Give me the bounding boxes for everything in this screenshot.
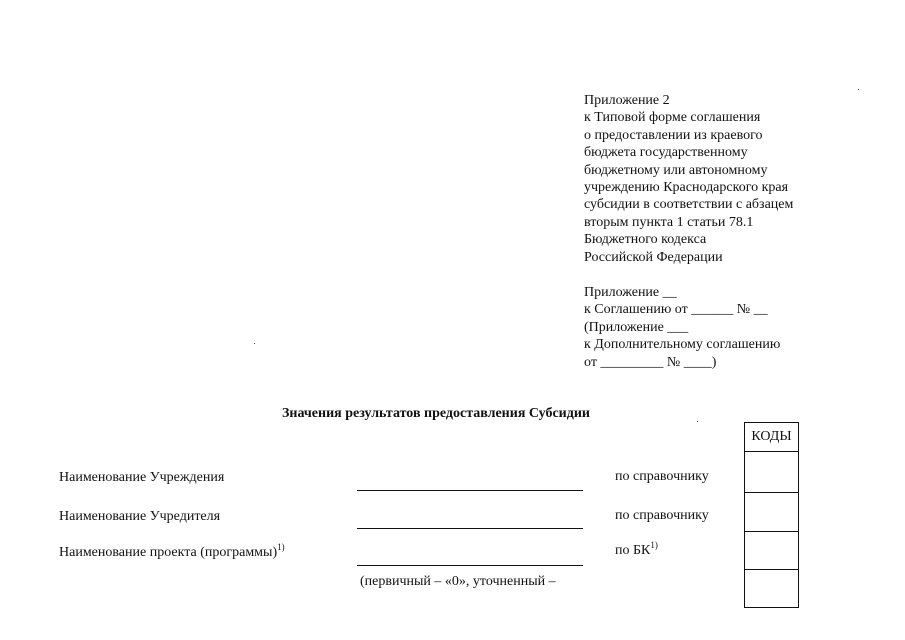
annex-line: Приложение 2 <box>584 93 670 108</box>
scan-speck <box>254 343 255 344</box>
agreement-line: Приложение __ <box>584 285 677 300</box>
scan-speck <box>858 89 859 90</box>
annex-header <box>584 92 793 266</box>
code-cell-founder[interactable] <box>745 493 798 532</box>
agreement-line: (Приложение ___ <box>584 319 689 335</box>
code-cell-type[interactable] <box>745 570 798 611</box>
annex-line: бюджетному или автономному <box>584 162 768 178</box>
founder-name-field[interactable] <box>357 528 583 529</box>
agreement-line: от _________ № ____) <box>584 354 717 370</box>
annex-line: субсидии в соответствии с абзацем <box>584 197 794 213</box>
annex-line: бюджета государственному <box>584 145 748 161</box>
codes-header: КОДЫ <box>745 423 798 452</box>
code-cell-institution[interactable] <box>745 452 798 493</box>
annex-line: о предоставлении из краевого <box>584 127 763 143</box>
agreement-line: к Дополнительному соглашению <box>584 337 781 353</box>
founder-name-label: Наименование Учредителя <box>59 509 221 524</box>
code-cell-project[interactable] <box>745 532 798 570</box>
document-title: Значения результатов предоставления Субсидии <box>282 406 590 421</box>
annex-line: Бюджетного кодекса <box>584 232 707 248</box>
project-name-label: Наименование проекта (программы) <box>59 545 278 560</box>
codes-table <box>744 422 799 608</box>
agreement-reference <box>584 284 780 371</box>
annex-line: учреждению Краснодарского края <box>584 180 789 196</box>
annex-line: Российской Федерации <box>584 249 723 265</box>
institution-name-label: Наименование Учреждения <box>59 470 225 485</box>
annex-line: вторым пункта 1 статьи 78.1 <box>584 214 754 230</box>
institution-name-field[interactable] <box>357 490 583 491</box>
bk-ref-label: по БК <box>615 543 651 558</box>
annex-line: к Типовой форме соглашения <box>584 110 761 126</box>
footnote-mark: 1) <box>277 542 285 552</box>
agreement-line: к Соглашению от ______ № __ <box>584 302 768 318</box>
project-name-field[interactable] <box>357 565 583 566</box>
founder-ref-label: по справочнику <box>615 508 709 523</box>
project-name-label-wrap <box>59 542 285 561</box>
bk-ref-label-wrap <box>615 540 658 559</box>
scan-speck <box>697 421 698 422</box>
status-note: (первичный – «0», уточненный – <box>360 574 556 589</box>
footnote-mark: 1) <box>650 540 658 550</box>
institution-ref-label: по справочнику <box>615 469 709 484</box>
